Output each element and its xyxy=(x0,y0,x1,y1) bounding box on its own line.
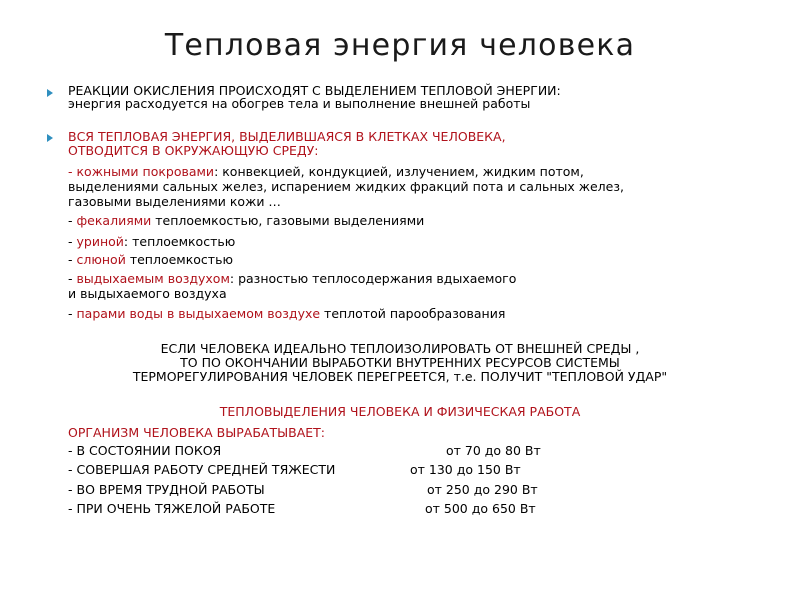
heat-row-label: ВО ВРЕМЯ ТРУДНОЙ РАБОТЫ xyxy=(76,482,265,497)
breath-text-2: и выдыхаемого воздуха xyxy=(68,286,227,301)
heat-row-label: СОВЕРШАЯ РАБОТУ СРЕДНЕЙ ТЯЖЕСТИ xyxy=(76,462,336,477)
heat-row-value: от 70 до 80 Вт xyxy=(446,443,541,458)
breath-text-1: : разностью теплосодержания вдыхаемого xyxy=(229,271,517,286)
dash-marker: - xyxy=(68,482,73,497)
urine-text: : теплоемкостью xyxy=(123,234,236,249)
urine-item xyxy=(68,235,235,249)
dash-marker: - xyxy=(68,306,73,321)
oxidation-line-1: РЕАКЦИИ ОКИСЛЕНИЯ ПРОИСХОДЯТ С ВЫДЕЛЕНИЕМ ТЕПЛОВОЙ ЭНЕРГИИ: xyxy=(68,83,561,98)
heat-row xyxy=(68,502,275,516)
dash-marker: - xyxy=(68,164,73,179)
dash-marker: - xyxy=(68,443,73,458)
isolation-line-3: ТЕРМОРЕГУЛИРОВАНИЯ ЧЕЛОВЕК ПЕРЕГРЕЕТСЯ, т.е. ПОЛУЧИТ "ТЕПЛОВОЙ УДАР" xyxy=(132,369,668,384)
dash-marker: - xyxy=(68,501,73,516)
feces-label: фекалиями xyxy=(76,213,152,228)
heat-row-value: от 500 до 650 Вт xyxy=(425,501,536,516)
heat-row xyxy=(68,483,265,497)
breath-item xyxy=(68,272,516,286)
skin-item xyxy=(68,165,584,179)
heat-removal-line-1: ВСЯ ТЕПЛОВАЯ ЭНЕРГИЯ, ВЫДЕЛИВШАЯСЯ В КЛЕТКАХ ЧЕЛОВЕКА, xyxy=(68,129,506,144)
heat-row-label: ПРИ ОЧЕНЬ ТЯЖЕЛОЙ РАБОТЕ xyxy=(76,501,276,516)
heat-row-label: В СОСТОЯНИИ ПОКОЯ xyxy=(76,443,222,458)
heat-row-value: от 250 до 290 Вт xyxy=(427,482,538,497)
skin-text-1: : конвекцией, кондукцией, излучением, жидким потом, xyxy=(214,164,584,179)
heat-work-heading: ТЕПЛОВЫДЕЛЕНИЯ ЧЕЛОВЕКА И ФИЗИЧЕСКАЯ РАБОТА xyxy=(219,404,581,419)
dash-marker: - xyxy=(68,234,73,249)
breath-label: выдыхаемым воздухом xyxy=(76,271,230,286)
feces-text: теплоемкостью, газовыми выделениями xyxy=(151,213,425,228)
heat-removal-line-2: ОТВОДИТСЯ В ОКРУЖАЮЩУЮ СРЕДУ: xyxy=(68,143,319,158)
heat-row xyxy=(68,463,335,477)
saliva-label: слюной xyxy=(76,252,126,267)
isolation-line-1: ЕСЛИ ЧЕЛОВЕКА ИДЕАЛЬНО ТЕПЛОИЗОЛИРОВАТЬ ОТ ВНЕШНЕЙ СРЕДЫ , xyxy=(160,341,640,356)
isolation-line-2: ТО ПО ОКОНЧАНИИ ВЫРАБОТКИ ВНУТРЕННИХ РЕСУРСОВ СИСТЕМЫ xyxy=(180,355,620,370)
heat-row-value: от 130 до 150 Вт xyxy=(410,462,521,477)
feces-item xyxy=(68,214,424,228)
skin-label: кожными покровами xyxy=(76,164,215,179)
slide-title: Тепловая энергия человека xyxy=(164,28,636,63)
vapor-text: теплотой парообразования xyxy=(320,306,506,321)
urine-label: уриной xyxy=(76,234,124,249)
vapor-label: парами воды в выдыхаемом воздухе xyxy=(76,306,321,321)
skin-text-3: газовыми выделениями кожи … xyxy=(68,194,281,209)
triangle-bullet-icon xyxy=(47,134,53,142)
dash-marker: - xyxy=(68,213,73,228)
dash-marker: - xyxy=(68,462,73,477)
vapor-item xyxy=(68,307,505,321)
heat-work-subheading: ОРГАНИЗМ ЧЕЛОВЕКА ВЫРАБАТЫВАЕТ: xyxy=(68,425,326,440)
heat-row xyxy=(68,444,221,458)
skin-text-2: выделениями сальных желез, испарением жидких фракций пота и сальных желез, xyxy=(68,179,624,194)
dash-marker: - xyxy=(68,252,73,267)
saliva-item xyxy=(68,253,233,267)
saliva-text: теплоемкостью xyxy=(125,252,233,267)
oxidation-line-2: энергия расходуется на обогрев тела и выполнение внешней работы xyxy=(68,96,531,111)
dash-marker: - xyxy=(68,271,73,286)
triangle-bullet-icon xyxy=(47,89,53,97)
